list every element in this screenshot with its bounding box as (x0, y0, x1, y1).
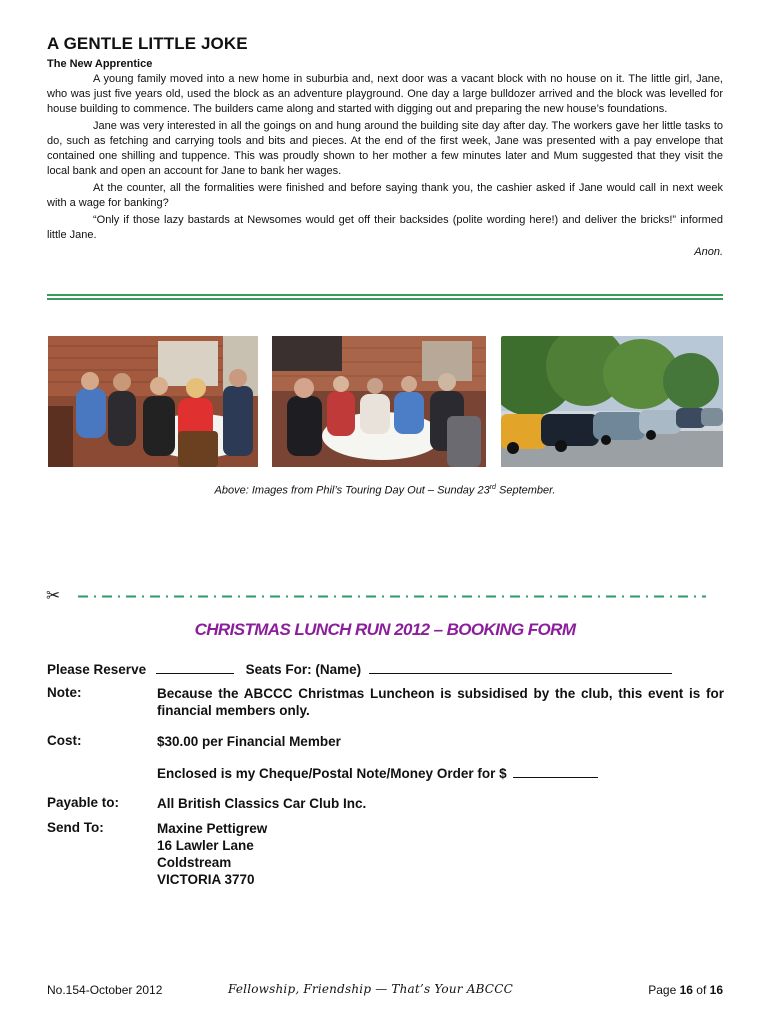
note-text: Because the ABCCC Christmas Luncheon is subsidised by the club, this event is for financial members only. (157, 686, 724, 718)
seats-for-label: Seats For: (Name) (245, 662, 362, 677)
club-motto: Fellowship, Friendship — That’s Your ABCCC (228, 982, 513, 996)
send-to-label: Send To: (47, 820, 104, 835)
note-label: Note: (47, 685, 82, 700)
page-number (648, 983, 723, 997)
issue-number: No.154-October 2012 (47, 983, 163, 997)
cut-line (78, 595, 706, 598)
story-paragraph: At the counter, all the formalities were finished and before saying thank you, the cashier asked if Jane would call in next week with a wage for banking? (47, 182, 723, 209)
reserve-label: Please Reserve (47, 662, 147, 677)
restaurant-lunch-photo-1 (48, 336, 258, 467)
story-signoff: Anon. (694, 246, 723, 258)
cost-text: $30.00 per Financial Member (157, 734, 341, 749)
enclosed-row (157, 764, 724, 782)
address-line: 16 Lawler Lane (157, 838, 254, 853)
article-title: A GENTLE LITTLE JOKE (47, 34, 248, 53)
story-paragraph: “Only if those lazy bastards at Newsomes would get off their backsides (polite wording here!) and deliver the bricks!” informed little Jane. (47, 214, 723, 241)
payable-label: Payable to: (47, 795, 120, 810)
cost-label: Cost: (47, 733, 82, 748)
section-divider-top (47, 294, 723, 296)
address-block (157, 820, 724, 888)
section-divider-bottom (47, 298, 723, 300)
caption-superscript: rd (489, 484, 496, 491)
page-prefix: Page (648, 983, 680, 997)
article-subtitle: The New Apprentice (47, 58, 153, 70)
address-line: Maxine Pettigrew (157, 821, 268, 836)
booking-form-title: CHRISTMAS LUNCH RUN 2012 – BOOKING FORM (194, 620, 576, 639)
amount-field[interactable] (513, 764, 598, 778)
page-total: 16 (709, 983, 723, 997)
address-line: VICTORIA 3770 (157, 872, 255, 887)
caption-text-end: September. (495, 484, 556, 497)
restaurant-lunch-photo-2 (272, 336, 486, 467)
caption-text: Above: Images from Phil’s Touring Day Out – Sunday 23 (214, 484, 490, 497)
photo-caption (0, 484, 770, 497)
scissors-icon: ✂ (46, 586, 61, 605)
seats-count-field[interactable] (156, 660, 234, 674)
page-current: 16 (679, 983, 693, 997)
reserve-row (47, 660, 672, 677)
payable-text: All British Classics Car Club Inc. (157, 796, 367, 811)
address-line: Coldstream (157, 855, 232, 870)
name-field[interactable] (369, 660, 672, 674)
page-of: of (692, 983, 710, 997)
enclosed-text: Enclosed is my Cheque/Postal Note/Money Order for $ (157, 766, 507, 781)
story-paragraph: A young family moved into a new home in suburbia and, next door was a vacant block with no house on it. The little girl, Jane, who was just five years old, used the block as an adventure playground. One day a large bulldozer arrived and the block was levelled for house building to commence. The builders came along and started with digging out and preparing the new house’s foundations. (47, 73, 723, 115)
article-body (47, 72, 723, 262)
parked-classic-cars-photo (501, 336, 723, 467)
story-paragraph: Jane was very interested in all the goings on and hung around the building site day after day. The workers gave her little tasks to do, such as fetching and carrying tools and bits and pieces. At the end of the first week, Jane was presented with a pay envelope that contained one shilling and tuppence. This was proudly shown to her mother a few minutes later and Mum suggested that they visit the local bank and open an account for Jane to bank her wages. (47, 120, 723, 177)
